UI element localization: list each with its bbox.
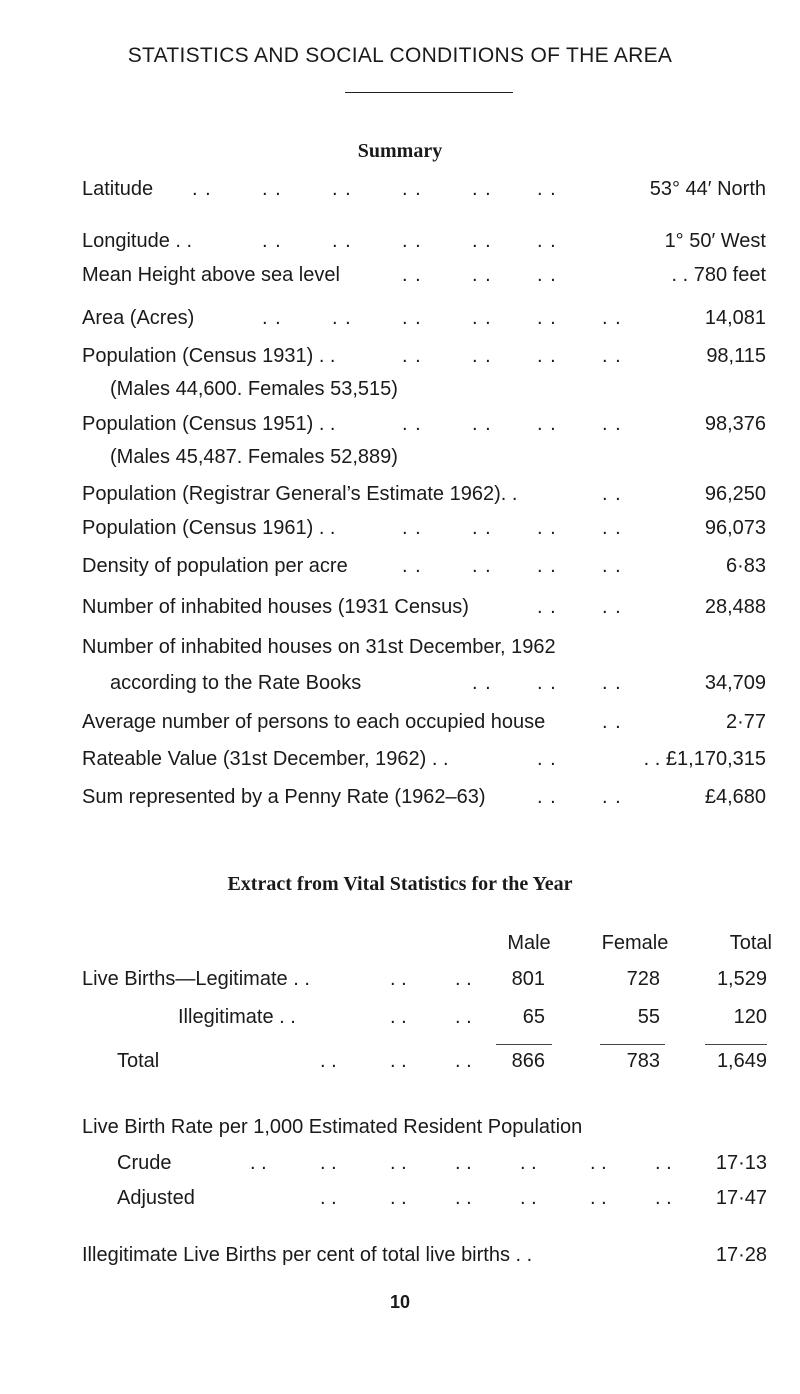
leader-dots: . . [537, 517, 557, 539]
row-value: 34,709 [704, 672, 766, 694]
births-male: 866 [511, 1050, 545, 1072]
leader-dots: . . [402, 555, 422, 577]
leader-dots: . . [602, 711, 622, 733]
leader-dots: . . [537, 178, 557, 200]
leader-dots: . . [602, 596, 622, 618]
column-header-male: Male [507, 932, 551, 954]
row-label: Rateable Value (31st December, 1962) . . [82, 748, 449, 770]
leader-dots: . . [250, 1152, 267, 1174]
rate-value: 17·47 [715, 1187, 767, 1209]
leader-dots: . . [390, 1050, 407, 1072]
leader-dots: . . [590, 1187, 607, 1209]
row-label: Population (Registrar General’s Estimate 1962). . [82, 483, 518, 505]
row-label: Number of inhabited houses (1931 Census) [82, 596, 469, 618]
page-title: STATISTICS AND SOCIAL CONDITIONS OF THE AREA [127, 44, 673, 67]
leader-dots: . . [537, 345, 557, 367]
leader-dots: . . [332, 178, 352, 200]
rate-label: Crude [117, 1152, 172, 1174]
row-label: Longitude . . [82, 230, 193, 252]
leader-dots: . . [262, 230, 282, 252]
leader-dots: . . [402, 345, 422, 367]
birth-rate-heading: Live Birth Rate per 1,000 Estimated Resident Population [82, 1116, 583, 1138]
leader-dots: . . [537, 596, 557, 618]
leader-dots: . . [320, 1152, 337, 1174]
leader-dots: . . [472, 178, 492, 200]
leader-dots: . . [472, 307, 492, 329]
leader-dots: . . [262, 178, 282, 200]
leader-dots: . . [537, 413, 557, 435]
leader-dots: . . [320, 1050, 337, 1072]
leader-dots: . . [402, 413, 422, 435]
row-value: 98,115 [706, 345, 766, 367]
leader-dots: . . [390, 968, 407, 990]
rate-label: Adjusted [117, 1187, 195, 1209]
leader-dots: . . [402, 307, 422, 329]
leader-dots: . . [390, 1187, 407, 1209]
births-male: 65 [522, 1006, 545, 1028]
page-number: 10 [389, 1292, 411, 1312]
leader-dots: . . [537, 748, 557, 770]
row-label: Average number of persons to each occupied house [82, 711, 546, 733]
leader-dots: . . [472, 413, 492, 435]
row-label: Density of population per acre [82, 555, 348, 577]
leader-dots: . . [332, 307, 352, 329]
column-header-total: Total [729, 932, 772, 954]
row-value: £4,680 [704, 786, 766, 808]
births-female: 55 [637, 1006, 660, 1028]
row-value: . . 780 feet [671, 264, 766, 286]
row-label: Population (Census 1961) . . [82, 517, 336, 539]
leader-dots: . . [332, 230, 352, 252]
leader-dots: . . [602, 345, 622, 367]
leader-dots: . . [472, 264, 492, 286]
summary-heading: Summary [357, 140, 443, 162]
births-row-label: Live Births—Legitimate . . [82, 968, 310, 990]
leader-dots: . . [390, 1006, 407, 1028]
column-header-female: Female [601, 932, 669, 954]
leader-dots: . . [472, 672, 492, 694]
row-value: . . £1,170,315 [643, 748, 766, 770]
row-value: 96,073 [704, 517, 766, 539]
leader-dots: . . [390, 1152, 407, 1174]
leader-dots: . . [602, 672, 622, 694]
leader-dots: . . [520, 1152, 537, 1174]
illegitimate-percent-value: 17·28 [715, 1244, 767, 1266]
leader-dots: . . [455, 968, 472, 990]
row-label: Number of inhabited houses on 31st December, 1962 [82, 636, 556, 658]
births-total: 1,649 [716, 1050, 767, 1072]
leader-dots: . . [455, 1187, 472, 1209]
births-row-label: Total [117, 1050, 160, 1072]
row-subtext: (Males 44,600. Females 53,515) [110, 378, 398, 400]
leader-dots: . . [402, 517, 422, 539]
row-value: 6·83 [725, 555, 766, 577]
leader-dots: . . [537, 230, 557, 252]
leader-dots: . . [472, 517, 492, 539]
leader-dots: . . [655, 1187, 672, 1209]
leader-dots: . . [455, 1006, 472, 1028]
births-total: 1,529 [716, 968, 767, 990]
leader-dots: . . [472, 230, 492, 252]
row-label: Population (Census 1951) . . [82, 413, 336, 435]
leader-dots: . . [262, 307, 282, 329]
leader-dots: . . [537, 786, 557, 808]
leader-dots: . . [455, 1050, 472, 1072]
row-label: Population (Census 1931) . . [82, 345, 336, 367]
leader-dots: . . [602, 555, 622, 577]
leader-dots: . . [590, 1152, 607, 1174]
leader-dots: . . [537, 307, 557, 329]
sum-rule-total [705, 1044, 767, 1045]
leader-dots: . . [520, 1187, 537, 1209]
illegitimate-percent-label: Illegitimate Live Births per cent of total live births . . [82, 1244, 533, 1266]
births-male: 801 [511, 968, 545, 990]
leader-dots: . . [537, 555, 557, 577]
row-value: 14,081 [704, 307, 766, 329]
row-subtext: (Males 45,487. Females 52,889) [110, 446, 398, 468]
leader-dots: . . [655, 1152, 672, 1174]
leader-dots: . . [602, 413, 622, 435]
leader-dots: . . [455, 1152, 472, 1174]
leader-dots: . . [402, 178, 422, 200]
vital-statistics-heading: Extract from Vital Statistics for the Year [227, 873, 573, 895]
births-female: 728 [626, 968, 660, 990]
row-value: 96,250 [704, 483, 766, 505]
leader-dots: . . [402, 230, 422, 252]
leader-dots: . . [402, 264, 422, 286]
leader-dots: . . [602, 517, 622, 539]
row-label: Latitude [82, 178, 154, 200]
row-value: 2·77 [725, 711, 766, 733]
leader-dots: . . [472, 345, 492, 367]
births-female: 783 [626, 1050, 660, 1072]
sum-rule-female [600, 1044, 665, 1045]
row-value: 28,488 [704, 596, 766, 618]
leader-dots: . . [537, 264, 557, 286]
leader-dots: . . [602, 307, 622, 329]
row-label: Area (Acres) [82, 307, 195, 329]
row-value: 1° 50′ West [664, 230, 766, 252]
leader-dots: . . [192, 178, 212, 200]
row-label: Sum represented by a Penny Rate (1962–63) [82, 786, 486, 808]
births-total: 120 [733, 1006, 767, 1028]
row-label: Mean Height above sea level [82, 264, 340, 286]
sum-rule-male [496, 1044, 552, 1045]
leader-dots: . . [602, 483, 622, 505]
leader-dots: . . [320, 1187, 337, 1209]
leader-dots: . . [537, 672, 557, 694]
row-value: 98,376 [704, 413, 766, 435]
leader-dots: . . [602, 786, 622, 808]
row-subtext: according to the Rate Books [110, 672, 362, 694]
row-value: 53° 44′ North [649, 178, 766, 200]
births-row-label: Illegitimate . . [178, 1006, 296, 1028]
leader-dots: . . [472, 555, 492, 577]
title-underline [345, 92, 513, 93]
rate-value: 17·13 [715, 1152, 767, 1174]
